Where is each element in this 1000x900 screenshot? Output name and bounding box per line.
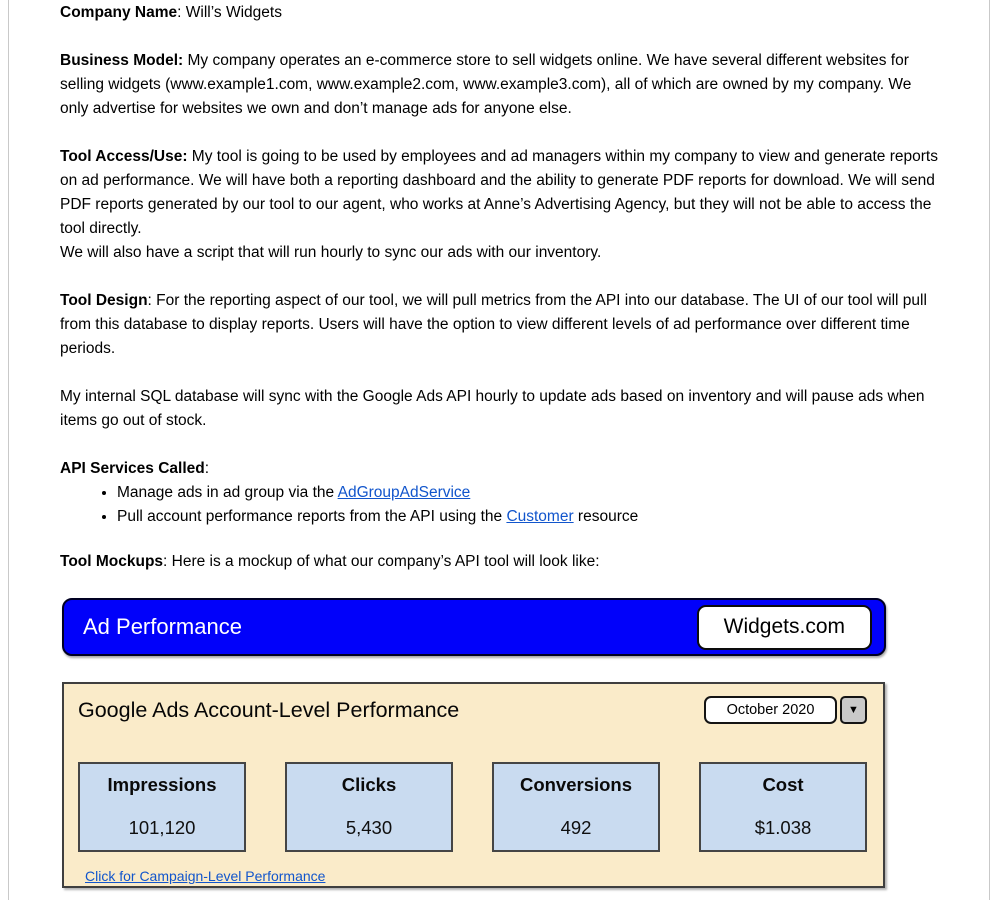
panel-title: Google Ads Account-Level Performance bbox=[78, 698, 460, 722]
tool-access-label: Tool Access/Use: bbox=[60, 148, 188, 165]
tool-mockups-label: Tool Mockups bbox=[60, 553, 164, 570]
business-model-text: My company operates an e-commerce store to sell widgets online. We have several different websites for selling widgets (www.example1.com, www.example2.com, www.example3.com), all of which are owned by my company. We only advertise for websites we own and don’t manage ads for anyone else. bbox=[60, 52, 912, 117]
tool-mockup bbox=[62, 598, 886, 888]
company-name-line bbox=[60, 1, 940, 25]
document-content bbox=[9, 0, 989, 888]
bullet-text-pre: Pull account performance reports from the API using the bbox=[117, 507, 507, 525]
metric-cards-row bbox=[78, 762, 867, 852]
company-name-value: : Will’s Widgets bbox=[177, 4, 282, 21]
metric-label: Clicks bbox=[341, 774, 397, 795]
business-model-label: Business Model: bbox=[60, 52, 184, 69]
customer-link[interactable]: Customer bbox=[506, 507, 574, 525]
tool-mockups-text: : Here is a mockup of what our company’s API tool will look like: bbox=[163, 553, 600, 570]
metric-card-conversions bbox=[492, 762, 660, 852]
metric-value: 101,120 bbox=[128, 817, 196, 838]
tool-design-paragraph bbox=[60, 289, 940, 361]
list-item bbox=[117, 481, 940, 505]
api-services-colon: : bbox=[204, 460, 210, 477]
tool-mockups-line bbox=[60, 550, 940, 574]
api-services-heading bbox=[60, 457, 940, 481]
document-page bbox=[8, 0, 990, 900]
mockup-header-bar bbox=[62, 598, 886, 656]
metric-value: $1.038 bbox=[754, 817, 812, 838]
dropdown-arrow-icon[interactable]: ▼ bbox=[840, 696, 867, 724]
month-dropdown-value[interactable]: October 2020 bbox=[704, 696, 837, 724]
tool-design-text: : For the reporting aspect of our tool, we will pull metrics from the API into our database. The UI of our tool will pull from this database to display reports. Users will have the option to view different levels of ad performance over different time periods. bbox=[60, 292, 927, 357]
metric-label: Conversions bbox=[519, 774, 633, 795]
list-item bbox=[117, 505, 940, 529]
mockup-app-title: Ad Performance bbox=[83, 614, 242, 639]
panel-header-row bbox=[78, 696, 867, 724]
company-name-label: Company Name bbox=[60, 4, 178, 21]
tool-design-label: Tool Design bbox=[60, 292, 148, 309]
bullet-text-pre: Manage ads in ad group via the bbox=[117, 484, 338, 501]
account-performance-panel bbox=[62, 682, 885, 888]
metric-card-clicks bbox=[285, 762, 453, 852]
widgets-site-button[interactable]: Widgets.com bbox=[697, 605, 872, 650]
campaign-level-link[interactable]: Click for Campaign-Level Performance bbox=[85, 868, 326, 884]
tool-access-text: My tool is going to be used by employees and ad managers within my company to view and generate reports on ad performance. We will have both a reporting dashboard and the ability to generate PDF reports for download. We will send PDF reports generated by our tool to our agent, who works at Anne’s Advertising Agency, but they will not be able to access the tool directly. bbox=[60, 148, 938, 237]
bullet-text-post: resource bbox=[573, 507, 639, 525]
metric-card-impressions bbox=[78, 762, 246, 852]
month-dropdown[interactable] bbox=[704, 696, 867, 724]
api-services-label: API Services Called bbox=[60, 460, 205, 477]
tool-access-line2: We will also have a script that will run hourly to sync our ads with our inventory. bbox=[60, 244, 602, 261]
metric-label: Impressions bbox=[107, 774, 217, 795]
business-model-paragraph bbox=[60, 49, 940, 121]
metric-value: 5,430 bbox=[345, 817, 393, 838]
metric-card-cost bbox=[699, 762, 867, 852]
metric-value: 492 bbox=[560, 817, 592, 838]
api-services-list bbox=[60, 481, 940, 528]
sql-sync-paragraph: My internal SQL database will sync with the Google Ads API hourly to update ads based on inventory and will pause ads when items go out of stock. bbox=[60, 388, 925, 429]
metric-label: Cost bbox=[762, 774, 804, 795]
adgroupadservice-link[interactable]: AdGroupAdService bbox=[337, 484, 471, 501]
tool-access-paragraph bbox=[60, 145, 940, 265]
